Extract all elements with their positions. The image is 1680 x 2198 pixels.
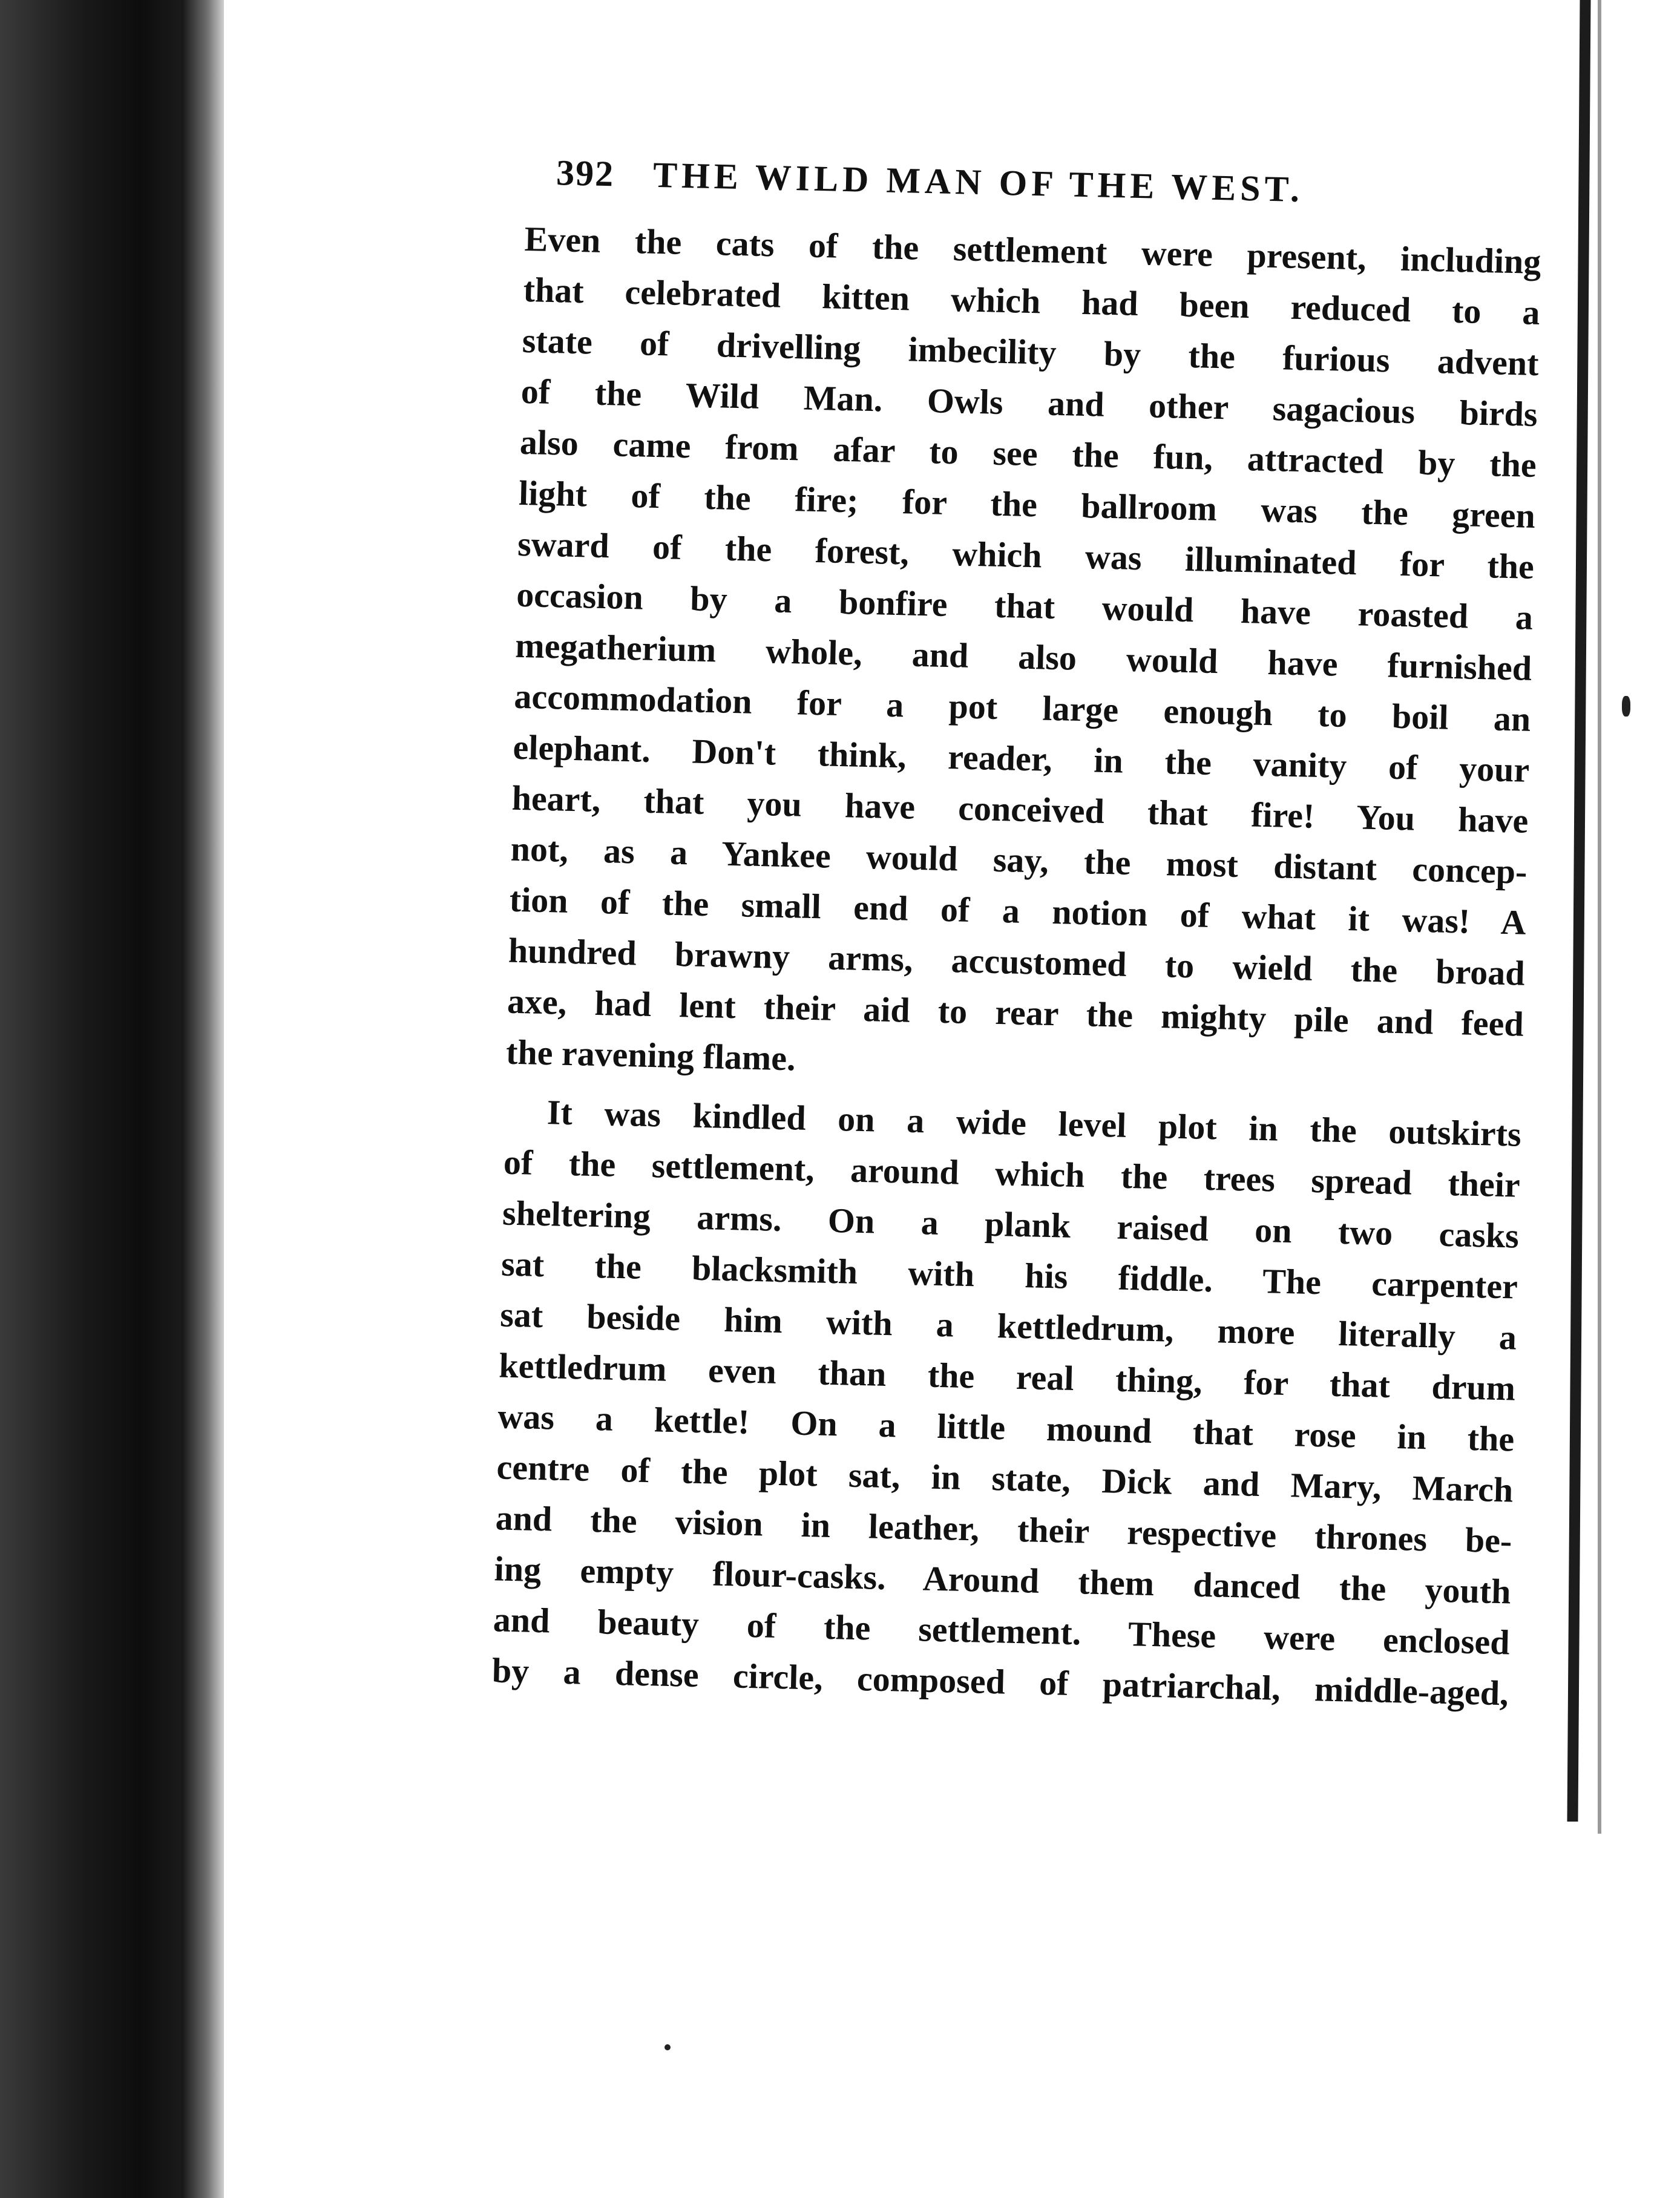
text-line: axe, had lent their aid to rear the mighty pile and feed bbox=[507, 981, 1524, 1044]
text-line: centre of the plot sat, in state, Dick and Mary, March bbox=[496, 1447, 1514, 1510]
text-line: megatherium whole, and also would have furnished bbox=[514, 625, 1532, 688]
text-line: Even the cats of the settlement were present, including bbox=[523, 218, 1542, 282]
text-line: of the Wild Man. Owls and other sagacious birds bbox=[520, 371, 1538, 435]
text-line: sward of the forest, which was illuminated for the bbox=[517, 523, 1535, 586]
ink-speck bbox=[664, 2044, 671, 2050]
page-number: 392 bbox=[556, 153, 615, 194]
paragraph-2 bbox=[491, 1086, 1521, 1719]
text-line: of the settlement, around which the trees spread their bbox=[503, 1142, 1521, 1205]
text-line: ing empty flour-casks. Around them danced the youth bbox=[494, 1549, 1512, 1612]
text-line: sat beside him with a kettledrum, more literally a bbox=[499, 1294, 1517, 1357]
text-line: also came from afar to see the fun, attracted by the bbox=[519, 422, 1537, 485]
ink-speck bbox=[1622, 696, 1630, 717]
text-line: that celebrated kitten which had been reduced to a bbox=[523, 269, 1541, 333]
text-line: occasion by a bonfire that would have roasted a bbox=[516, 574, 1534, 637]
text-line: light of the fire; for the ballroom was the green bbox=[518, 473, 1536, 536]
page-right-edge-line bbox=[1598, 0, 1601, 1834]
text-line: tion of the small end of a notion of what it was! A bbox=[509, 879, 1527, 942]
running-title: THE WILD MAN OF THE WEST. bbox=[652, 154, 1304, 210]
text-line: the ravening flame. bbox=[505, 1032, 796, 1078]
binding-edge bbox=[182, 0, 224, 2198]
text-line: It was kindled on a wide level plot in the outskirts bbox=[546, 1092, 1522, 1154]
text-line: sat the blacksmith with his fiddle. The carpenter bbox=[500, 1244, 1518, 1307]
text-line: heart, that you have conceived that fire! You have bbox=[511, 778, 1529, 841]
binding-shadow bbox=[0, 0, 200, 2198]
text-line: by a dense circle, composed of patriarchal, middle-aged, bbox=[491, 1650, 1509, 1713]
text-line: sheltering arms. On a plank raised on two casks bbox=[502, 1193, 1520, 1256]
text-line: state of drivelling imbecility by the furious advent bbox=[522, 320, 1540, 384]
text-line: elephant. Don't think, reader, in the vanity of your bbox=[512, 727, 1530, 790]
text-line: was a kettle! On a little mound that rose in the bbox=[497, 1396, 1515, 1459]
text-line: hundred brawny arms, accustomed to wield the broad bbox=[508, 930, 1526, 993]
page-text bbox=[491, 151, 1543, 1719]
text-line: and the vision in leather, their respective thrones be- bbox=[495, 1498, 1513, 1561]
text-line: accommodation for a pot large enough to boil an bbox=[513, 676, 1531, 739]
text-line: and beauty of the settlement. These were enclosed bbox=[493, 1599, 1511, 1662]
text-line: not, as a Yankee would say, the most distant concep- bbox=[510, 828, 1528, 891]
paragraph-1 bbox=[505, 214, 1541, 1101]
text-line: kettledrum even than the real thing, for that drum bbox=[498, 1345, 1516, 1408]
